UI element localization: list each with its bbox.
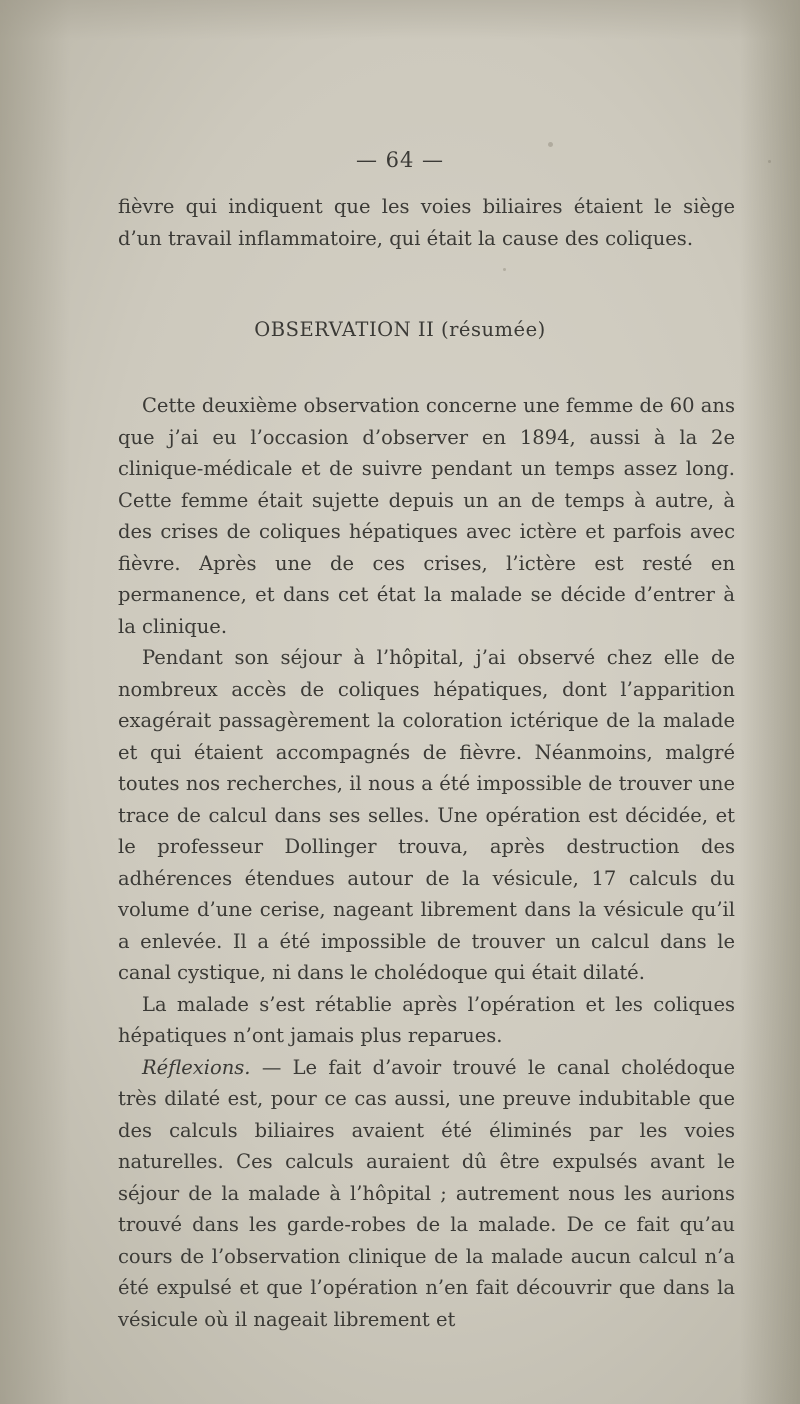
page-edge-shadow-top xyxy=(0,0,800,40)
observation-text-block xyxy=(118,390,735,1335)
page-edge-shadow-right xyxy=(740,0,800,1404)
paper-speck xyxy=(503,268,506,271)
observation-heading: OBSERVATION II (résumée) xyxy=(254,318,546,341)
paragraph-reflexions xyxy=(118,1052,735,1336)
paragraph-hospital-stay: Pendant son séjour à l’hôpital, j’ai observé chez elle de nombreux accès de coliques hépatiques, dont l’apparition exagérait passagèrement la coloration ictérique de la malade et qui étaient accompagnés de fièvre. Néanmoins, malgré toutes nos recherches, il nous a été impossible de trouver une trace de calcul dans ses selles. Une opération est décidée, et le professeur Dollinger trouva, après destruction des adhérences étendues autour de la vésicule, 17 calculs du volume d’une cerise, nageant librement dans la vésicule qu’il a enlevée. Il a été impossible de trouver un calcul dans le canal cystique, ni dans le cholédoque qui était dilaté. xyxy=(118,646,735,984)
paper-speck xyxy=(548,142,553,147)
continuation-paragraph: fièvre qui indiquent que les voies biliaires étaient le siège d’un travail inflammatoire, qui était la cause des coliques. xyxy=(118,195,735,250)
paragraph-case-description: Cette deuxième observation concerne une femme de 60 ans que j’ai eu l’occasion d’observer en 1894, aussi à la 2e clinique-médicale et de suivre pendant un temps assez long. Cette femme était sujette depuis un an de temps à autre, à des crises de coliques hépatiques avec ictère et parfois avec fièvre. Après une de ces crises, l’ictère est resté en permanence, et dans cet état la malade se décide d’entrer à la clinique. xyxy=(118,394,735,638)
reflexions-text: — Le fait d’avoir trouvé le canal cholédoque très dilaté est, pour ce cas aussi, une preuve indubitable que des calculs biliaires avaient été éliminés par les voies naturelles. Ces calculs auraient dû être expulsés avant le séjour de la malade à l’hôpital ; autrement nous les aurions trouvé dans les garde-robes de la malade. De ce fait qu’au cours de l’observation clinique de la malade aucun calcul n’a été expulsé et que l’opération n’en fait découvrir que dans la vésicule où il nageait librement et xyxy=(118,1055,735,1331)
reflexions-label: Réflexions. xyxy=(142,1055,251,1079)
page-edge-shadow-left xyxy=(0,0,70,1404)
paragraph-recovery: La malade s’est rétablie après l’opération et les coliques hépatiques n’ont jamais plus reparues. xyxy=(118,992,735,1047)
page-number: — 64 — xyxy=(355,148,445,172)
continuation-text-block xyxy=(118,191,735,254)
